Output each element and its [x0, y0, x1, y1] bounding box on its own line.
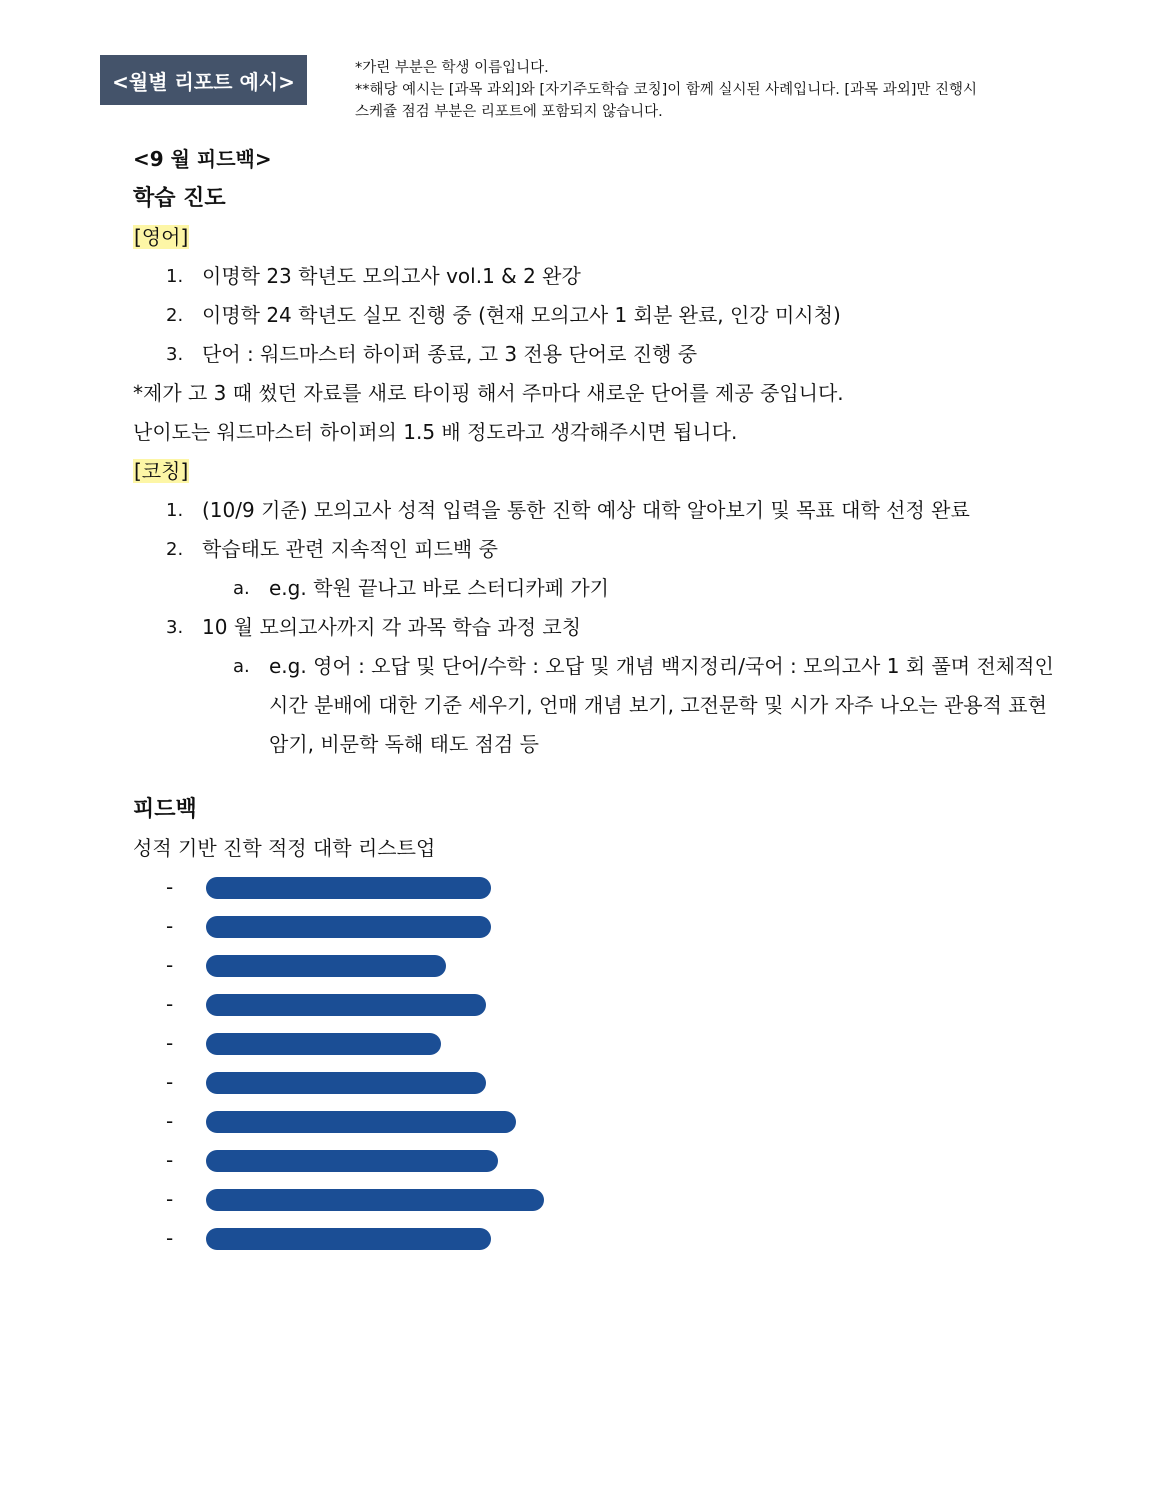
dash-bullet: -: [166, 1148, 174, 1172]
feedback-heading: 피드백: [133, 797, 197, 822]
note-line-2: **해당 예시는 [과목 과외]와 [자기주도학습 코칭]이 함께 실시된 사례입니다. [과목 과외]만 진행시: [355, 82, 978, 98]
redaction-mark: [206, 1228, 491, 1250]
list-number: 2.: [166, 305, 184, 326]
dash-bullet: -: [166, 1187, 174, 1211]
redaction-mark: [206, 994, 486, 1016]
list-number: 1.: [166, 266, 184, 287]
report-example-badge: <월별 리포트 예시>: [100, 55, 307, 105]
sub-list-letter: a.: [233, 578, 250, 599]
month-title: <9 월 피드백>: [133, 147, 272, 171]
coaching-item-2: 학습태도 관련 지속적인 피드백 중: [202, 537, 498, 561]
redacted-list-item: [133, 1180, 1063, 1219]
list-item: [133, 530, 1063, 569]
redaction-mark: [206, 955, 446, 977]
list-number: 2.: [166, 539, 184, 560]
redacted-list-item: [133, 868, 1063, 907]
redacted-list-item: [133, 985, 1063, 1024]
list-item: [133, 257, 1063, 296]
redacted-list-item: [133, 907, 1063, 946]
redacted-list-item: [133, 946, 1063, 985]
list-item: [133, 491, 1063, 530]
coaching-item-1: (10/9 기준) 모의고사 성적 입력을 통한 진학 예상 대학 알아보기 및 목표 대학 선정 완료: [202, 498, 970, 522]
english-item-2: 이명학 24 학년도 실모 진행 중 (현재 모의고사 1 회분 완료, 인강 미시청): [202, 303, 841, 327]
dash-bullet: -: [166, 875, 174, 899]
redacted-list-item: [133, 1102, 1063, 1141]
report-body: [133, 140, 1063, 1258]
dash-bullet: -: [166, 1226, 174, 1250]
english-item-1: 이명학 23 학년도 모의고사 vol.1 & 2 완강: [202, 264, 581, 288]
list-number: 3.: [166, 617, 184, 638]
list-item: [133, 296, 1063, 335]
dash-bullet: -: [166, 1031, 174, 1055]
coaching-item-3a: e.g. 영어 : 오답 및 단어/수학 : 오답 및 개념 백지정리/국어 : 모의고사 1 회 풀며 전체적인 시간 분배에 대한 기준 세우기, 언매 개념 보기, 고전문학 및 시가 자주 나오는 관용적 표현 암기, 비문학 독해 태도 점검 등: [269, 654, 1054, 756]
list-item: [133, 608, 1063, 647]
redacted-list-item: [133, 1219, 1063, 1258]
redaction-mark: [206, 877, 491, 899]
english-note-2: 난이도는 워드마스터 하이퍼의 1.5 배 정도라고 생각해주시면 됩니다.: [133, 420, 738, 444]
english-note-1: *제가 고 3 때 썼던 자료를 새로 타이핑 해서 주마다 새로운 단어를 제공 중입니다.: [133, 381, 844, 405]
sub-list-item: [133, 569, 1063, 608]
note-line-3: 스케쥴 점검 부분은 리포트에 포함되지 않습니다.: [355, 104, 663, 120]
note-line-1: *가린 부분은 학생 이름입니다.: [355, 60, 549, 76]
list-number: 3.: [166, 344, 184, 365]
english-item-3: 단어 : 워드마스터 하이퍼 종료, 고 3 전용 단어로 진행 중: [202, 342, 698, 366]
list-item: [133, 335, 1063, 374]
dash-bullet: -: [166, 914, 174, 938]
coaching-item-2a: e.g. 학원 끝나고 바로 스터디카페 가기: [269, 576, 609, 600]
redaction-mark: [206, 916, 491, 938]
redacted-list-item: [133, 1141, 1063, 1180]
redacted-list-item: [133, 1063, 1063, 1102]
redaction-mark: [206, 1189, 544, 1211]
english-label: [영어]: [134, 225, 189, 249]
dash-bullet: -: [166, 1070, 174, 1094]
redaction-mark: [206, 1033, 441, 1055]
sub-list-item: [133, 647, 1063, 764]
sub-list-letter: a.: [233, 656, 250, 677]
progress-heading: 학습 진도: [133, 186, 226, 211]
dash-bullet: -: [166, 953, 174, 977]
dash-bullet: -: [166, 1109, 174, 1133]
notes: [355, 57, 1095, 123]
redaction-mark: [206, 1072, 486, 1094]
list-number: 1.: [166, 500, 184, 521]
coaching-item-3: 10 월 모의고사까지 각 과목 학습 과정 코칭: [202, 615, 582, 639]
coaching-label: [코칭]: [134, 459, 189, 483]
dash-bullet: -: [166, 992, 174, 1016]
redaction-mark: [206, 1111, 516, 1133]
feedback-subtitle: 성적 기반 진학 적정 대학 리스트업: [133, 836, 436, 860]
redaction-mark: [206, 1150, 498, 1172]
redacted-list-item: [133, 1024, 1063, 1063]
